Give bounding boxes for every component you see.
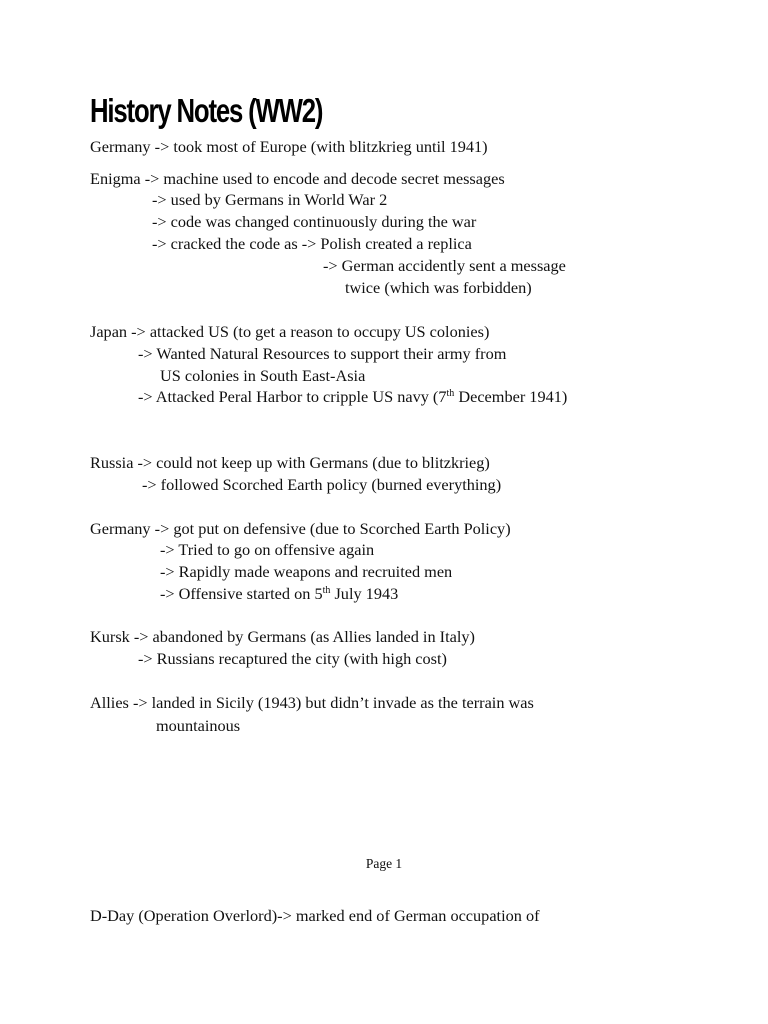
kursk-line-1: Kursk -> abandoned by Germans (as Allies landed in Italy) (90, 627, 475, 646)
germany2-line-4-tail: July 1943 (330, 584, 399, 603)
japan-line-4 (138, 387, 567, 407)
germany2-line-4-text: -> Offensive started on 5 (160, 584, 323, 603)
allies-line-2: mountainous (156, 716, 241, 735)
germany2-line-4 (160, 584, 398, 604)
japan-line-3: US colonies in South East-Asia (160, 366, 366, 385)
germany2-line-2: -> Tried to go on offensive again (160, 540, 375, 559)
russia-line-2: -> followed Scorched Earth policy (burned everything) (142, 475, 502, 494)
dday-line-1: D-Day (Operation Overlord)-> marked end of German occupation of (90, 906, 540, 925)
germany2-line-4-ordinal: th (322, 585, 331, 596)
japan-line-4-tail: December 1941) (454, 387, 568, 406)
japan-line-4-text: -> Attacked Peral Harbor to cripple US navy (7 (138, 387, 447, 406)
enigma-line-5: -> German accidently sent a message (323, 256, 566, 275)
page-title: History Notes (WW2) (90, 92, 323, 129)
enigma-line-3: -> code was changed continuously during the war (152, 212, 477, 231)
enigma-line-2: -> used by Germans in World War 2 (152, 190, 388, 209)
kursk-line-2: -> Russians recaptured the city (with high cost) (138, 649, 447, 668)
enigma-line-1: Enigma -> machine used to encode and decode secret messages (90, 169, 505, 188)
japan-line-1: Japan -> attacked US (to get a reason to occupy US colonies) (90, 322, 490, 341)
enigma-line-4: -> cracked the code as -> Polish created a replica (152, 234, 472, 253)
japan-line-2: -> Wanted Natural Resources to support their army from (138, 344, 507, 363)
germany2-line-1: Germany -> got put on defensive (due to Scorched Earth Policy) (90, 519, 511, 538)
germany2-line-3: -> Rapidly made weapons and recruited men (160, 562, 453, 581)
russia-line-1: Russia -> could not keep up with Germans (due to blitzkrieg) (90, 453, 490, 472)
japan-line-4-ordinal: th (446, 388, 455, 399)
page-number: Page 1 (365, 856, 403, 871)
germany-line-1: Germany -> took most of Europe (with blitzkrieg until 1941) (90, 137, 488, 156)
enigma-line-6: twice (which was forbidden) (345, 278, 532, 297)
allies-line-1: Allies -> landed in Sicily (1943) but didn’t invade as the terrain was (90, 693, 534, 712)
